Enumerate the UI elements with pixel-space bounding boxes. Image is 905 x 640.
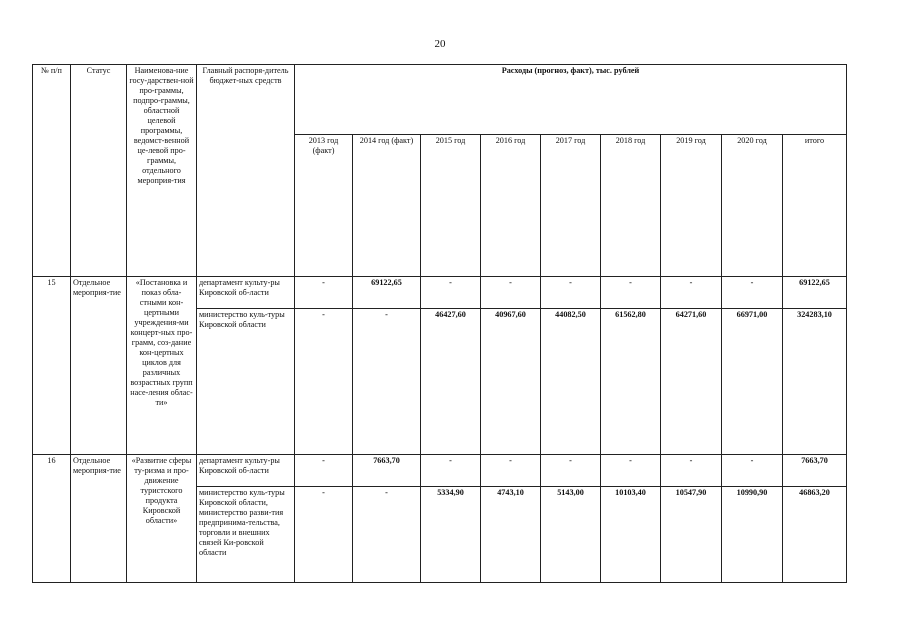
value-cell: - bbox=[353, 487, 421, 583]
row-name: «Постановка и показ обла-стными кон-цертными учреждения-ми концерт-ных про-грамм, соз-дание кон-цертных циклов для различных возрастных групп насе-ления облас-ти» bbox=[127, 277, 197, 455]
value-cell: - bbox=[601, 277, 661, 309]
header-status: Статус bbox=[71, 65, 127, 277]
value-cell: - bbox=[541, 455, 601, 487]
row-admin: департамент культу-ры Кировской об-ласти bbox=[197, 455, 295, 487]
value-cell: 10547,90 bbox=[661, 487, 722, 583]
value-cell: 69122,65 bbox=[783, 277, 847, 309]
budget-expenses-table bbox=[32, 64, 847, 583]
value-cell: 46863,20 bbox=[783, 487, 847, 583]
value-cell: 4743,10 bbox=[481, 487, 541, 583]
value-cell: - bbox=[295, 487, 353, 583]
row-admin: министерство куль-туры Кировской области, министерство разви-тия предпринима-тельства, торговли и внешних связей Ки-ровской области bbox=[197, 487, 295, 583]
value-cell: 69122,65 bbox=[353, 277, 421, 309]
value-cell: - bbox=[722, 455, 783, 487]
row-admin: министерство куль-туры Кировской области bbox=[197, 309, 295, 455]
value-cell: - bbox=[481, 277, 541, 309]
value-cell: 10990,90 bbox=[722, 487, 783, 583]
header-admin: Главный распоря-дитель бюджет-ных средств bbox=[197, 65, 295, 277]
value-cell: - bbox=[661, 455, 722, 487]
value-cell: - bbox=[421, 455, 481, 487]
value-cell: 46427,60 bbox=[421, 309, 481, 455]
value-cell: 44082,50 bbox=[541, 309, 601, 455]
header-year-2015: 2015 год bbox=[421, 135, 481, 277]
page-number: 20 bbox=[434, 38, 446, 50]
table-row bbox=[33, 455, 847, 487]
header-num: № п/п bbox=[33, 65, 71, 277]
value-cell: - bbox=[295, 309, 353, 455]
value-cell: - bbox=[541, 277, 601, 309]
row-num: 15 bbox=[33, 277, 71, 455]
value-cell: 5334,90 bbox=[421, 487, 481, 583]
header-year-2013: 2013 год (факт) bbox=[295, 135, 353, 277]
row-status: Отдельное мероприя-тие bbox=[71, 455, 127, 583]
row-num: 16 bbox=[33, 455, 71, 583]
value-cell: 64271,60 bbox=[661, 309, 722, 455]
value-cell: - bbox=[601, 455, 661, 487]
value-cell: - bbox=[481, 455, 541, 487]
value-cell: - bbox=[295, 277, 353, 309]
row-status: Отдельное мероприя-тие bbox=[71, 277, 127, 455]
header-year-2014: 2014 год (факт) bbox=[353, 135, 421, 277]
row-name: «Развитие сферы ту-ризма и про-движение туристского продукта Кировской области» bbox=[127, 455, 197, 583]
value-cell: 7663,70 bbox=[353, 455, 421, 487]
value-cell: 10103,40 bbox=[601, 487, 661, 583]
header-year-2020: 2020 год bbox=[722, 135, 783, 277]
header-name: Наименова-ние госу-дарствен-ной про-граммы, подпро-граммы, областной целевой программы, ведомст-венной це-левой про-граммы, отдельного мероприя-тия bbox=[127, 65, 197, 277]
value-cell: 7663,70 bbox=[783, 455, 847, 487]
value-cell: - bbox=[353, 309, 421, 455]
header-year-2018: 2018 год bbox=[601, 135, 661, 277]
value-cell: 5143,00 bbox=[541, 487, 601, 583]
value-cell: 324283,10 bbox=[783, 309, 847, 455]
header-total: итого bbox=[783, 135, 847, 277]
table-row bbox=[33, 277, 847, 309]
header-year-2016: 2016 год bbox=[481, 135, 541, 277]
value-cell: - bbox=[421, 277, 481, 309]
value-cell: - bbox=[295, 455, 353, 487]
value-cell: 61562,80 bbox=[601, 309, 661, 455]
value-cell: 40967,60 bbox=[481, 309, 541, 455]
header-year-2017: 2017 год bbox=[541, 135, 601, 277]
header-expenses: Расходы (прогноз, факт), тыс. рублей bbox=[295, 65, 847, 135]
row-admin: департамент культу-ры Кировской об-ласти bbox=[197, 277, 295, 309]
value-cell: - bbox=[722, 277, 783, 309]
value-cell: 66971,00 bbox=[722, 309, 783, 455]
header-year-2019: 2019 год bbox=[661, 135, 722, 277]
value-cell: - bbox=[661, 277, 722, 309]
